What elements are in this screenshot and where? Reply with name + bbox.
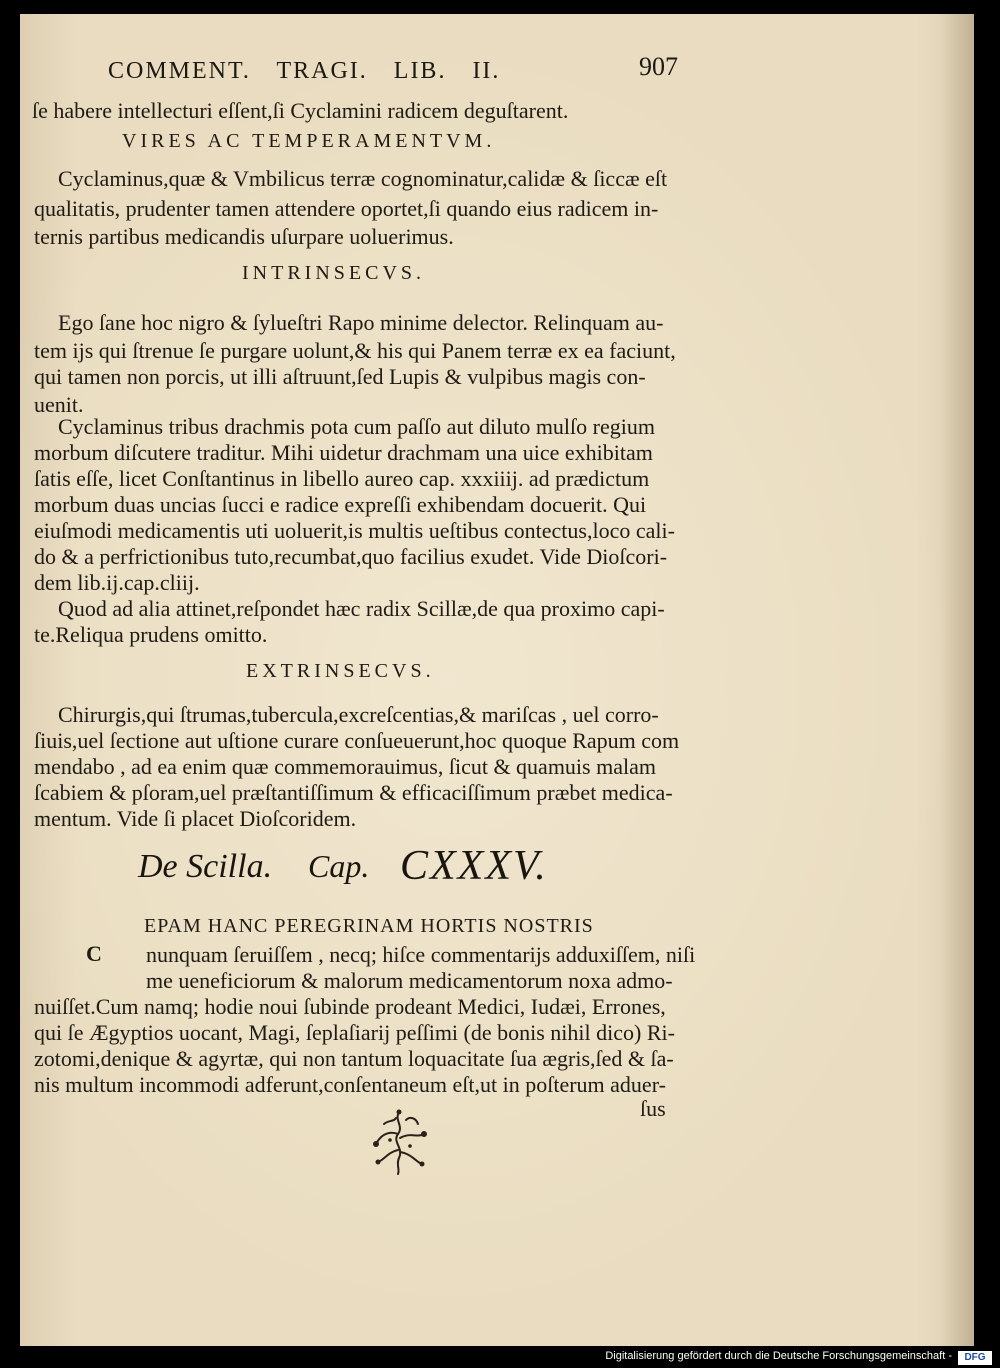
- chapter-heading: [138, 842, 638, 902]
- text-line: Cyclaminus,quæ & Vmbilicus terræ cognominatur,calidæ & ſiccæ eſt: [58, 166, 668, 191]
- text-line: ternis partibus medicandis uſurpare uoluerimus.: [34, 224, 454, 249]
- text-line: te.Reliqua prudens omitto.: [34, 622, 268, 647]
- catchword: ſus: [640, 1096, 666, 1121]
- text-line: ſatis eſſe, licet Conſtantinus in libello aureo cap. xxxiiij. ad prædictum: [34, 466, 650, 491]
- footer-bar: [0, 1348, 1000, 1368]
- text-line: uenit.: [34, 392, 84, 417]
- text-line: eiuſmodi medicamentis uti uoluerit,is multis ueſtibus contectus,loco cali-: [34, 518, 675, 543]
- text-line: Chirurgis,qui ſtrumas,tubercula,excreſcentias,& mariſcas , uel corro-: [58, 702, 659, 727]
- text-line: Ego ſane hoc nigro & ſylueſtri Rapo minime delector. Relinquam au-: [58, 310, 664, 335]
- text-line: Quod ad alia attinet,reſpondet hæc radix Scillæ,de qua proximo capi-: [58, 596, 665, 621]
- section-heading-vires: VIRES AC TEMPERAMENTVM.: [122, 130, 496, 152]
- text-line: qualitatis, prudenter tamen attendere oportet,ſi quando eius radicem in-: [34, 196, 659, 221]
- scanned-page: [20, 14, 974, 1346]
- text-line: nis multum incommodi adferunt,conſentaneum eſt,ut in poſterum aduer-: [34, 1072, 666, 1097]
- text-line: nuiſſet.Cum namq; hodie noui ſubinde prodeant Medici, Iudæi, Errones,: [34, 994, 666, 1019]
- page-number: 907: [639, 52, 678, 81]
- text-line: me ueneficiorum & malorum medicamentorum noxa admo-: [146, 968, 673, 993]
- text-line: qui tamen non porcis, ut illi aſtruunt,ſed Lupis & vulpibus magis con-: [34, 364, 646, 389]
- text-line: zotomi,denique & agyrtæ, qui non tantum loquacitate ſua ægris,ſed & ſa-: [34, 1046, 674, 1071]
- text-line: mendabo , ad ea enim quæ commemorauimus, ſicut & quamuis malam: [34, 754, 656, 779]
- text-line: EPAM HANC PEREGRINAM HORTIS NOSTRIS: [144, 915, 594, 937]
- text-line: do & a perfrictionibus tuto,recumbat,quo facilius exudet. Vide Dioſcori-: [34, 544, 668, 569]
- text-line: mentum. Vide ſi placet Dioſcoridem.: [34, 806, 357, 831]
- text-line: morbum duas uncias ſucci e radice expreſſi exhibendam docuerit. Qui: [34, 492, 647, 517]
- text-line: dem lib.ij.cap.cliij.: [34, 570, 200, 595]
- running-title: COMMENT. TRAGI. LIB. II.: [108, 58, 501, 84]
- text-line: morbum diſcutere traditur. Mihi uidetur drachmam una uice exhibitam: [34, 440, 653, 465]
- text-line: Cyclaminus tribus drachmis pota cum paſſo aut diluto mulſo regium: [58, 414, 655, 439]
- dfg-logo: DFG: [958, 1351, 992, 1365]
- carry-over-line: ſe habere intellecturi eſſent,ſi Cyclamini radicem deguſtarent.: [32, 98, 569, 123]
- chapter-number: CXXXV.: [400, 843, 548, 889]
- funding-credit: Digitalisierung gefördert durch die Deutsche Forschungsgemeinschaft -: [605, 1350, 952, 1362]
- text-line: ſcabiem & pſoram,uel præſtantiſſimum & efficaciſſimum præbet medica-: [34, 780, 673, 805]
- chapter-name: De Scilla.: [138, 848, 273, 885]
- floral-ornament-icon: [354, 1104, 444, 1178]
- page-gutter-shadow: [940, 14, 974, 1346]
- text-line: nunquam ſeruiſſem , necq; hiſce commentarijs adduxiſſem, niſi: [146, 942, 696, 967]
- chapter-cap-label: Cap.: [308, 848, 370, 884]
- section-heading-intrinsecus: INTRINSECVS.: [242, 262, 426, 284]
- section-heading-extrinsecus: EXTRINSECVS.: [246, 660, 435, 682]
- drop-cap: C: [86, 941, 102, 966]
- text-line: qui ſe Ægyptios uocant, Magi, ſeplaſiarij peſſimi (de bonis nihil dico) Ri-: [34, 1020, 675, 1045]
- text-line: ſiuis,uel ſectione aut uſtione curare conſueuerunt,hoc quoque Rapum com: [34, 728, 680, 753]
- text-line: tem ijs qui ſtrenue ſe purgare uolunt,& his qui Panem terræ ex ea faciunt,: [34, 338, 676, 363]
